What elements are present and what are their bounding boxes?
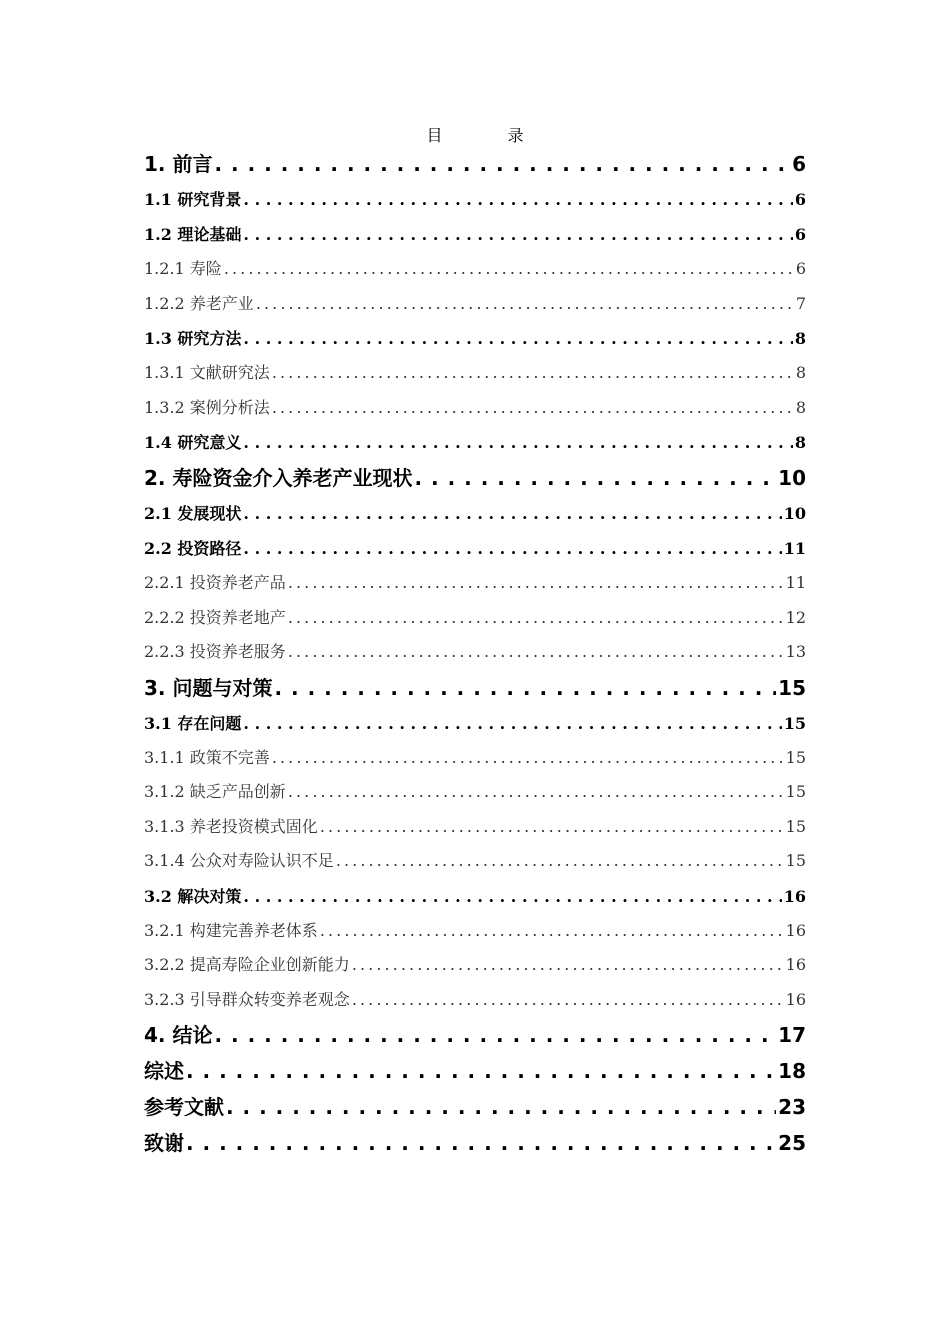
toc-entry-title: 1.3 研究方法 — [144, 329, 242, 348]
toc-entry-title: 1.2 理论基础 — [144, 225, 242, 244]
toc-leader-dots — [288, 775, 784, 810]
toc-entry-title: 参考文献 — [144, 1095, 224, 1119]
toc-entry[interactable] — [144, 566, 806, 601]
toc-entry[interactable] — [144, 844, 806, 879]
toc-leader-dots — [272, 741, 784, 776]
toc-entry-page-number: 16 — [785, 955, 806, 974]
toc-entry-page-number: 10 — [778, 466, 806, 490]
toc-entry[interactable] — [144, 531, 806, 566]
toc-entry[interactable] — [144, 252, 806, 287]
toc-entry-page-number: 23 — [778, 1095, 806, 1119]
toc-entry-page-number: 17 — [778, 1023, 806, 1047]
toc-entry-title: 4. 结论 — [144, 1023, 213, 1047]
toc-entry-title: 1. 前言 — [144, 152, 213, 176]
toc-leader-dots — [320, 810, 784, 845]
toc-entry-page-number: 15 — [785, 747, 806, 767]
toc-entry[interactable] — [144, 601, 806, 636]
toc-entry[interactable] — [144, 775, 806, 810]
toc-entry-title: 3.1 存在问题 — [144, 713, 242, 733]
toc-leader-dots — [226, 1089, 776, 1125]
toc-entry-page-number: 18 — [778, 1059, 806, 1083]
toc-entry[interactable] — [144, 217, 806, 252]
toc-entry-title: 2.2.2 投资养老地产 — [144, 607, 286, 627]
toc-entry-title: 3.1.4 公众对寿险认识不足 — [144, 851, 334, 870]
toc-entry-title: 3.2.1 构建完善养老体系 — [144, 920, 318, 940]
toc-leader-dots — [272, 356, 794, 391]
toc-title: 目 录 — [426, 126, 554, 145]
toc-leader-dots — [256, 287, 794, 322]
toc-entry-page-number: 6 — [794, 190, 806, 209]
toc-entry-page-number: 16 — [785, 989, 806, 1009]
toc-entry-page-number: 8 — [794, 329, 806, 348]
toc-entry-page-number: 15 — [778, 675, 806, 700]
toc-leader-dots — [243, 425, 792, 460]
toc-entry[interactable] — [144, 321, 806, 356]
toc-entry-page-number: 8 — [795, 397, 806, 417]
toc-entry[interactable] — [144, 810, 806, 845]
toc-entry[interactable] — [144, 425, 806, 460]
toc-leader-dots — [336, 844, 784, 879]
toc-entry[interactable] — [144, 706, 806, 741]
toc-entry[interactable] — [144, 287, 806, 322]
toc-leader-dots — [243, 706, 781, 741]
toc-entry-title: 致谢 — [144, 1131, 184, 1155]
toc-entry-page-number: 15 — [785, 782, 806, 801]
toc-leader-dots — [243, 879, 781, 914]
toc-leader-dots — [414, 460, 776, 496]
toc-entry-page-number: 16 — [785, 920, 806, 940]
toc-leader-dots — [288, 601, 784, 636]
toc-entry-title: 2.1 发展现状 — [144, 504, 242, 523]
toc-leader-dots — [224, 252, 794, 287]
toc-entry-title: 2.2 投资路径 — [144, 539, 242, 558]
toc-entry[interactable] — [144, 460, 806, 496]
toc-entry-page-number: 16 — [783, 886, 806, 906]
toc-leader-dots — [186, 1125, 776, 1161]
toc-entry-page-number: 13 — [785, 642, 806, 661]
toc-entry-title: 1.2.2 养老产业 — [144, 293, 254, 313]
toc-entry[interactable] — [144, 1089, 806, 1125]
table-of-contents — [144, 146, 806, 1161]
toc-entry[interactable] — [144, 496, 806, 531]
toc-leader-dots — [243, 182, 792, 217]
toc-entry-page-number: 8 — [795, 363, 806, 382]
toc-entry-title: 1.1 研究背景 — [144, 190, 242, 209]
toc-entry-title: 3.1.2 缺乏产品创新 — [144, 782, 286, 801]
toc-entry[interactable] — [144, 635, 806, 670]
toc-entry-page-number: 12 — [785, 607, 806, 627]
toc-leader-dots — [214, 146, 790, 182]
toc-entry-title: 3.1.1 政策不完善 — [144, 747, 270, 767]
toc-entry-page-number: 11 — [783, 539, 806, 558]
toc-entry-page-number: 11 — [785, 573, 806, 592]
toc-leader-dots — [243, 217, 792, 252]
toc-entry-page-number: 6 — [795, 259, 806, 278]
toc-entry-title: 3.2 解决对策 — [144, 886, 242, 906]
toc-entry[interactable] — [144, 1053, 806, 1089]
toc-leader-dots — [274, 670, 776, 706]
toc-entry[interactable] — [144, 879, 806, 914]
toc-entry[interactable] — [144, 1125, 806, 1161]
toc-leader-dots — [186, 1053, 776, 1089]
toc-entry-title: 综述 — [144, 1059, 184, 1083]
toc-leader-dots — [243, 321, 792, 356]
toc-entry-title: 3.2.3 引导群众转变养老观念 — [144, 989, 350, 1009]
toc-entry[interactable] — [144, 146, 806, 182]
toc-entry-title: 2.2.1 投资养老产品 — [144, 573, 286, 592]
toc-entry-page-number: 10 — [783, 504, 806, 523]
toc-entry-title: 2.2.3 投资养老服务 — [144, 642, 286, 661]
toc-entry-page-number: 6 — [792, 152, 806, 176]
toc-entry[interactable] — [144, 391, 806, 426]
toc-leader-dots — [352, 983, 784, 1018]
toc-entry-title: 3. 问题与对策 — [144, 675, 273, 700]
toc-entry-title: 3.2.2 提高寿险企业创新能力 — [144, 955, 350, 974]
toc-entry-page-number: 6 — [794, 225, 806, 244]
toc-entry[interactable] — [144, 983, 806, 1018]
toc-entry[interactable] — [144, 948, 806, 983]
toc-entry-title: 1.2.1 寿险 — [144, 259, 222, 278]
toc-entry-page-number: 7 — [795, 293, 806, 313]
toc-entry[interactable] — [144, 741, 806, 776]
toc-entry-page-number: 25 — [778, 1131, 806, 1155]
toc-leader-dots — [288, 566, 784, 601]
toc-entry[interactable] — [144, 670, 806, 706]
toc-entry-title: 1.3.1 文献研究法 — [144, 363, 270, 382]
toc-leader-dots — [243, 496, 781, 531]
toc-leader-dots — [320, 914, 784, 949]
toc-entry-title: 1.3.2 案例分析法 — [144, 397, 270, 417]
toc-entry-title: 3.1.3 养老投资模式固化 — [144, 816, 318, 836]
toc-leader-dots — [214, 1017, 776, 1053]
toc-entry-title: 1.4 研究意义 — [144, 433, 242, 452]
toc-entry-page-number: 15 — [783, 713, 806, 733]
toc-entry-page-number: 8 — [794, 433, 806, 452]
toc-entry[interactable] — [144, 1017, 806, 1053]
toc-entry[interactable] — [144, 914, 806, 949]
toc-entry-title: 2. 寿险资金介入养老产业现状 — [144, 466, 413, 490]
toc-leader-dots — [243, 531, 781, 566]
toc-entry-page-number: 15 — [785, 816, 806, 836]
toc-leader-dots — [272, 391, 794, 426]
toc-leader-dots — [352, 948, 784, 983]
toc-entry[interactable] — [144, 356, 806, 391]
toc-leader-dots — [288, 635, 784, 670]
toc-entry[interactable] — [144, 182, 806, 217]
toc-entry-page-number: 15 — [785, 851, 806, 870]
